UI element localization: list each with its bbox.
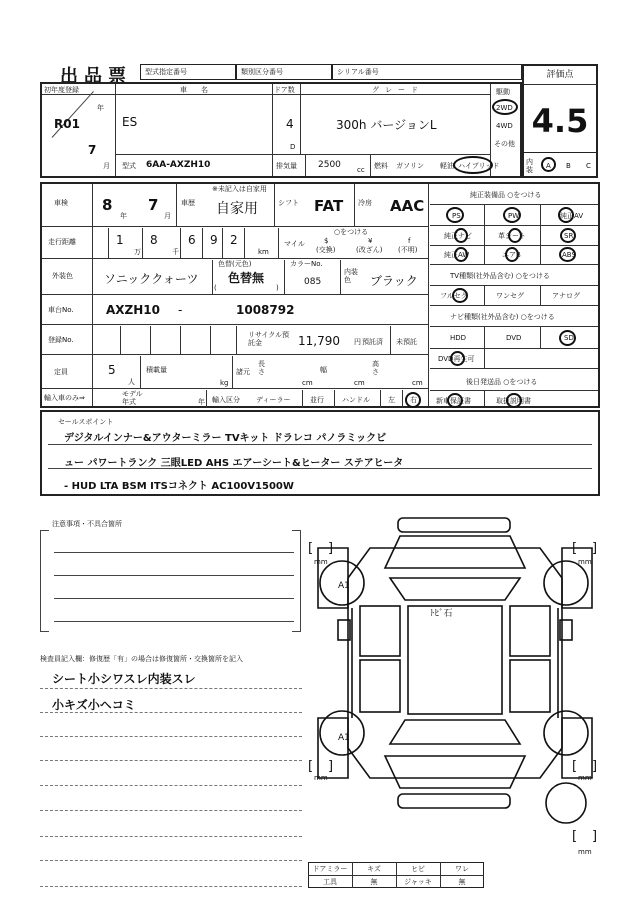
usage-value: 自家用 xyxy=(216,201,258,217)
mileage-digit-5: 2 xyxy=(230,233,238,247)
cc-unit: cc xyxy=(357,166,365,174)
color-no-value: 085 xyxy=(304,277,322,287)
note-line-1: シート小シワスレ内装スレ xyxy=(52,672,196,686)
caution-bracket xyxy=(40,530,49,632)
katashiki-label: 型式指定番号 xyxy=(145,68,187,76)
inspector-label: 検査員記入欄：修復歴「有」の場合は修復箇所・交換箇所を記入 xyxy=(40,655,243,663)
mm-label-2: mm xyxy=(578,558,592,566)
nav-sd-circle xyxy=(559,330,576,346)
shaken-year: 8 xyxy=(102,196,113,214)
later-title: 後日発送品 ○をつける xyxy=(466,378,538,386)
width-unit: cm xyxy=(354,379,365,387)
svg-text:[: [ xyxy=(572,541,578,556)
exchange-mark: $ xyxy=(324,237,329,245)
color-no-label: カラーNo. xyxy=(290,260,323,268)
load-label: 積載量 xyxy=(146,366,167,374)
nav-hdd: HDD xyxy=(450,334,467,342)
ac-label: 冷房 xyxy=(358,199,372,207)
interior-b: B xyxy=(566,162,571,170)
exchange-label: (交換) xyxy=(316,246,336,254)
equip-aw: 純正AW xyxy=(444,251,470,259)
shaken-label: 車検 xyxy=(54,199,68,207)
katashiki-field xyxy=(140,64,236,80)
tv-analog: アナログ xyxy=(552,292,580,300)
width-label: 幅 xyxy=(320,366,327,374)
mile-label: マイル xyxy=(284,240,305,248)
length-label: 長さ xyxy=(258,360,265,376)
handle-label: ハンドル xyxy=(342,396,370,404)
year-mark: 年 xyxy=(97,104,104,112)
equip-av-circle xyxy=(558,207,574,223)
car-name: ES xyxy=(122,115,138,129)
equip-abs-circle xyxy=(559,247,576,262)
mileage-digit-2: 8 xyxy=(150,233,158,247)
later-warranty: 新車保証書 xyxy=(436,397,471,405)
interior-a-circle xyxy=(541,157,556,172)
svg-text:[: [ xyxy=(572,759,578,774)
svg-text:[: [ xyxy=(572,829,578,844)
door-label: ドア数 xyxy=(274,86,295,94)
drive-2wd: 2WD xyxy=(496,104,513,112)
tv-title: TV種類(社外品含む) ○をつける xyxy=(450,272,550,280)
grade-label: グレード xyxy=(372,86,424,94)
displacement-label: 排気量 xyxy=(276,162,297,170)
reg-era: R01 xyxy=(54,117,80,131)
color-value: ソニッククォーツ xyxy=(104,272,199,286)
svg-text:[: [ xyxy=(308,759,314,774)
door-count: 4 xyxy=(286,117,294,131)
drive-4wd: 4WD xyxy=(496,122,513,130)
shift-label: シフト xyxy=(278,199,299,207)
sheet-title: 出品票 xyxy=(60,66,132,87)
car-damage-diagram xyxy=(300,508,610,858)
equip-ps-circle xyxy=(446,207,464,223)
interior-a: A xyxy=(546,162,551,170)
interior-label: 内装 xyxy=(526,158,533,174)
reg-month: 7 xyxy=(88,143,97,157)
import-dealer: ディーラー xyxy=(256,396,291,404)
tamper-label: (改ざん) xyxy=(356,246,383,254)
equip-pw-circle xyxy=(503,207,521,223)
color-paren-open: ( xyxy=(214,284,217,292)
ware-label: ワレ xyxy=(455,865,469,873)
mm-label-3: mm xyxy=(314,774,328,782)
tool-value: 無 xyxy=(370,878,378,886)
jack-value: 無 xyxy=(458,878,466,886)
nav-dvd: DVD xyxy=(506,334,522,342)
equip-sr: SR xyxy=(564,232,574,240)
shaken-month: 7 xyxy=(148,196,159,214)
dims-label: 諸元 xyxy=(236,368,250,376)
recycle-value: 11,790 xyxy=(298,334,340,348)
unknown-label: (不明) xyxy=(398,246,418,254)
color-change-label: 色替(元色) xyxy=(218,260,252,268)
length-unit: cm xyxy=(302,379,313,387)
equip-leather-circle xyxy=(508,228,522,243)
dvd-play-circle xyxy=(450,351,465,366)
recycle-paid: 預託済 xyxy=(362,338,383,346)
later-manual-circle xyxy=(506,393,522,408)
model-year-label: モデル年式 xyxy=(122,390,143,406)
chassis-number: 1008792 xyxy=(236,303,295,317)
equip-navi-circle xyxy=(454,228,468,243)
dvd-play: DVD再生可 xyxy=(438,355,475,363)
tamper-mark: ¥ xyxy=(368,237,373,245)
color-paren-close: ) xyxy=(276,284,279,292)
svg-text:[: [ xyxy=(308,541,314,556)
serial-label: シリアル番号 xyxy=(337,68,379,76)
equip-pw: PW xyxy=(508,212,520,220)
interior-color-label: 内装色 xyxy=(344,268,358,284)
capacity-unit: 人 xyxy=(128,378,135,386)
svg-text:]: ] xyxy=(328,541,334,556)
first-reg-label: 初年度登録 xyxy=(44,86,79,94)
diagram-mark-front-left: A1 xyxy=(338,581,350,591)
svg-text:]: ] xyxy=(328,759,334,774)
reg-no-label: 登録No. xyxy=(48,336,74,344)
displacement-value: 2500 xyxy=(318,160,341,170)
hibi-label: ヒビ xyxy=(411,865,425,873)
mm-label-5: mm xyxy=(578,848,592,856)
equip-abs: ABS xyxy=(562,251,576,259)
ac-value: AAC xyxy=(390,197,425,215)
interior-c: C xyxy=(586,162,591,170)
mileage-circle-note: ○をつける xyxy=(334,228,369,236)
ruibetsu-field xyxy=(236,64,332,80)
import-parallel: 並行 xyxy=(310,396,324,404)
svg-text:]: ] xyxy=(592,759,598,774)
import-label: 輸入車のみ⇒ xyxy=(44,394,85,402)
load-unit: kg xyxy=(220,379,229,387)
later-manual: 取扱説明書 xyxy=(496,397,531,405)
usage-note: ※未記入は自家用 xyxy=(212,185,267,193)
color-change-value: 色替無 xyxy=(228,271,265,285)
equip-navi: 純正ナビ xyxy=(444,232,472,240)
score-label: 評価点 xyxy=(546,70,574,80)
chassis-label: 車台No. xyxy=(48,306,74,314)
man-mark: 万 xyxy=(134,248,141,256)
sales-line-1: デジタルインナー&アウターミラー TVキット ドラレコ パノラミックビ xyxy=(64,433,387,444)
fuel-hybrid-circle xyxy=(453,156,493,174)
equip-airbag-circle xyxy=(505,247,519,262)
tv-oneseg: ワンセグ xyxy=(496,292,524,300)
grade-value: 300h バージョンL xyxy=(336,118,437,132)
mileage-digit-4: 9 xyxy=(210,233,218,247)
drive-other: その他 xyxy=(494,140,515,148)
svg-text:]: ] xyxy=(592,829,598,844)
usage-label: 車歴 xyxy=(181,199,195,207)
capacity-value: 5 xyxy=(108,363,116,377)
mileage-label: 走行距離 xyxy=(48,238,76,246)
equip-leather: 革シート xyxy=(498,232,526,240)
height-label: 高さ xyxy=(372,360,379,376)
kizu-label: キズ xyxy=(367,865,381,873)
genuine-title: 純正装備品 ○をつける xyxy=(470,191,542,199)
jack-label: ジャッキ xyxy=(404,878,432,886)
equip-airbag: エアB xyxy=(502,251,521,259)
fuel-label: 燃料 xyxy=(374,162,388,170)
mileage-digit-3: 6 xyxy=(188,233,196,247)
tv-fullseg: フルセグ xyxy=(440,292,468,300)
sales-line-3: - HUD LTA BSM ITSコネクト AC100V1500W xyxy=(64,481,294,492)
fuel-hybrid: ハイブリッド xyxy=(458,162,500,170)
caution-label: 注意事項・不具合箇所 xyxy=(52,520,122,528)
door-mirror-label: ドアミラー xyxy=(312,865,348,873)
shaken-year-mark: 年 xyxy=(120,212,127,220)
height-unit: cm xyxy=(412,379,423,387)
mm-label-1: mm xyxy=(314,558,328,566)
fuel-diesel: 軽油 xyxy=(440,162,454,170)
interior-color-value: ブラック xyxy=(370,274,418,288)
import-type-label: 輸入区分 xyxy=(212,396,240,404)
chassis-prefix: AXZH10 xyxy=(106,303,160,317)
unknown-mark: f xyxy=(408,237,411,245)
handle-left: 左 xyxy=(388,396,395,404)
svg-text:]: ] xyxy=(592,541,598,556)
shift-value: FAT xyxy=(314,197,344,215)
chassis-dash: - xyxy=(178,303,183,317)
recycle-label: リサイクル預託金 xyxy=(248,331,290,347)
tool-label: 工具 xyxy=(323,878,337,886)
recycle-unit: 円 xyxy=(354,338,361,346)
fuel-gas: ガソリン xyxy=(396,162,424,170)
handle-right: 右 xyxy=(410,396,417,404)
sales-line-2: ュー パワートランク 三眼LED AHS エアーシート&ヒーター ステアヒータ xyxy=(64,458,404,469)
later-warranty-circle xyxy=(447,393,463,408)
serial-field xyxy=(332,64,522,80)
car-name-label: 車名 xyxy=(180,86,222,94)
handle-right-circle xyxy=(405,392,421,408)
month-mark: 月 xyxy=(103,162,110,170)
model-year-unit: 年 xyxy=(198,398,205,406)
drive-label: 駆動 xyxy=(496,88,510,96)
recycle-unpaid: 未預託 xyxy=(396,338,417,346)
nav-title: ナビ種類(社外品含む) ○をつける xyxy=(450,313,555,321)
equip-aw-circle xyxy=(454,247,468,262)
sen-mark: 千 xyxy=(172,248,179,256)
equip-ps: PS xyxy=(452,212,461,220)
mm-label-4: mm xyxy=(578,774,592,782)
model-label: 型式 xyxy=(122,162,136,170)
drive-2wd-circle xyxy=(492,99,518,115)
tv-fullseg-circle xyxy=(452,288,468,303)
km-mark: km xyxy=(258,248,269,256)
model-value: 6AA-AXZH10 xyxy=(146,160,211,170)
capacity-label: 定員 xyxy=(54,368,68,376)
sales-points-label: セールスポイント xyxy=(58,418,114,426)
color-label: 外装色 xyxy=(52,272,73,280)
equip-av: 純正AV xyxy=(560,212,584,220)
diagram-mark-windshield: ﾄﾋﾞ石 xyxy=(430,609,453,619)
ruibetsu-label: 類別区分番号 xyxy=(241,68,283,76)
diagram-mark-rear-left: A1 xyxy=(338,733,350,743)
nav-sd: SD xyxy=(564,334,574,342)
equip-sr-circle xyxy=(560,228,576,243)
note-line-2: 小キズ小ヘコミ xyxy=(52,698,136,712)
door-suffix: D xyxy=(290,143,296,151)
shaken-month-mark: 月 xyxy=(164,212,171,220)
mileage-digit-1: 1 xyxy=(116,233,124,247)
score-value: 4.5 xyxy=(531,102,589,140)
